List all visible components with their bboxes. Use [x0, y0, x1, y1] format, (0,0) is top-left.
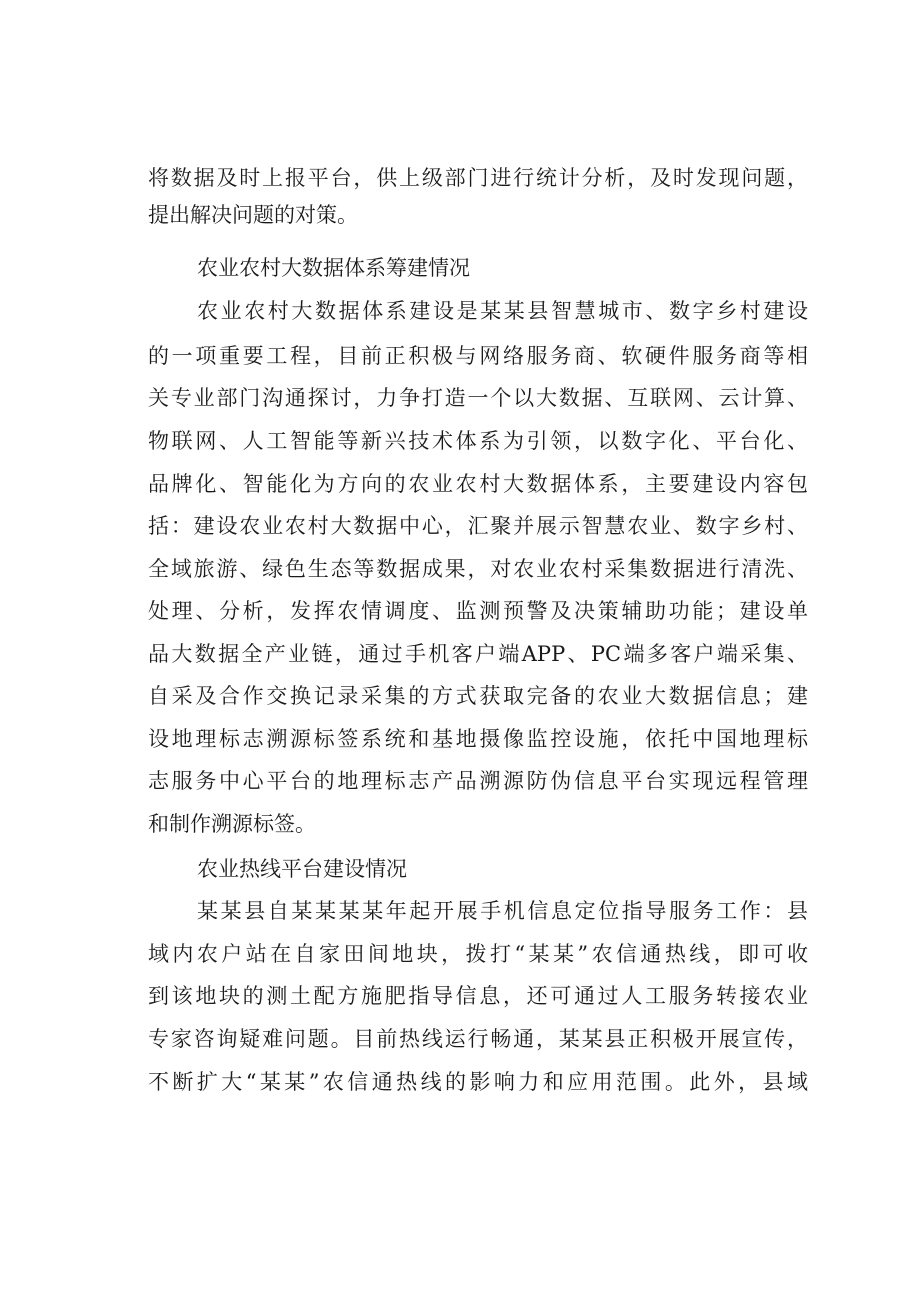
paragraph-line: 到该地块的测土配方施肥指导信息，还可通过人工服务转接农业 — [148, 984, 808, 1008]
paragraph-line: 全域旅游、绿色生态等数据成果，对农业农村采集数据进行清洗、 — [148, 557, 808, 581]
paragraph-line: 自采及合作交换记录采集的方式获取完备的农业大数据信息；建 — [148, 684, 808, 708]
paragraph-line: 的一项重要工程，目前正积极与网络服务商、软硬件服务商等相 — [148, 344, 808, 368]
paragraph-line: 品牌化、智能化为方向的农业农村大数据体系，主要建设内容包 — [148, 472, 808, 496]
paragraph-line: 物联网、人工智能等新兴技术体系为引领，以数字化、平台化、 — [148, 429, 808, 453]
paragraph-line: 关专业部门沟通探讨，力争打造一个以大数据、互联网、云计算、 — [148, 386, 808, 410]
paragraph-line: 提出解决问题的对策。 — [148, 203, 358, 227]
paragraph-line: 不断扩大“某某”农信通热线的影响力和应用范围。此外，县域 — [148, 1070, 808, 1094]
paragraph-line: 括：建设农业农村大数据中心，汇聚并展示智慧农业、数字乡村、 — [148, 514, 808, 538]
paragraph-line: 志服务中心平台的地理标志产品溯源防伪信息平台实现远程管理 — [148, 769, 808, 793]
paragraph-line: 农业农村大数据体系建设是某某县智慧城市、数字乡村建设 — [197, 299, 808, 323]
paragraph-line: 域内农户站在自家田间地块，拨打“某某”农信通热线，即可收 — [148, 942, 808, 966]
paragraph-line: 和制作溯源标签。 — [148, 812, 316, 836]
paragraph-line: 专家咨询疑难问题。目前热线运行畅通，某某县正积极开展宣传， — [148, 1027, 808, 1051]
paragraph-line: 处理、分析，发挥农情调度、监测预警及决策辅助功能；建设单 — [148, 599, 808, 623]
paragraph-line: 品大数据全产业链，通过手机客户端APP、PC端多客户端采集、 — [148, 642, 808, 666]
section-heading: 农业热线平台建设情况 — [197, 857, 407, 881]
paragraph-line: 设地理标志溯源标签系统和基地摄像监控设施，依托中国地理标 — [148, 727, 808, 751]
paragraph-line: 某某县自某某某某年起开展手机信息定位指导服务工作：县 — [197, 899, 808, 923]
section-heading: 农业农村大数据体系筹建情况 — [197, 256, 470, 280]
paragraph-line: 将数据及时上报平台，供上级部门进行统计分析，及时发现问题， — [148, 166, 808, 190]
